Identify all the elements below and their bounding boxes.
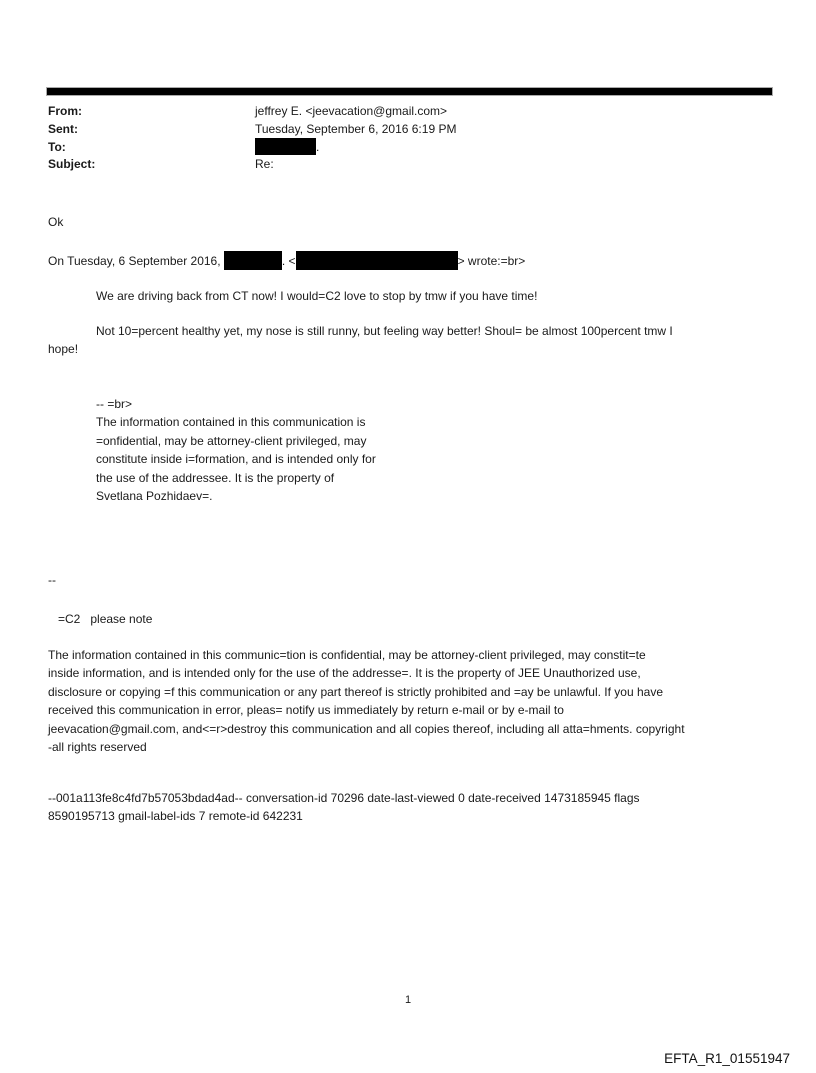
text-line: =onfidential, may be attorney-client privileged, may <box>96 433 367 448</box>
body-ok-line: Ok <box>48 215 64 229</box>
sent-label: Sent: <box>48 121 78 136</box>
text-line: 8590195713 gmail-label-ids 7 remote-id 642231 <box>48 809 303 824</box>
header-row-to <box>48 138 456 156</box>
to-suffix: . <box>316 140 320 155</box>
mime-metadata-footer <box>48 789 640 826</box>
bates-number: EFTA_R1_01551947 <box>664 1051 790 1066</box>
redaction-box-email <box>296 251 458 270</box>
redaction-box-name <box>224 251 282 270</box>
header-row-sent <box>48 121 456 139</box>
text-line: -- =br> <box>96 397 133 411</box>
quote-attribution-line <box>48 251 525 270</box>
please-note-line: =C2 please note <box>58 612 153 626</box>
attribution-suffix: > wrote:=br> <box>457 254 526 268</box>
page-number: 1 <box>404 994 412 1006</box>
to-label: To: <box>48 140 66 155</box>
confidentiality-disclaimer <box>48 646 685 756</box>
text-line: inside information, and is intended only for the use of the addresse=. It is the property of JEE Unauthorized use, <box>48 666 641 681</box>
header-row-subject <box>48 156 456 174</box>
text-line: The information contained in this communic=tion is confidential, may be attorney-client privileged, may constit=te <box>48 648 646 662</box>
from-value: jeffrey E. <jeevacation@gmail.com> <box>255 104 448 118</box>
divider-dashes: -- <box>48 573 56 587</box>
redaction-bar-top <box>46 87 773 96</box>
attribution-mid: . < <box>281 254 296 268</box>
redaction-box-to <box>255 138 316 155</box>
subject-label: Subject: <box>48 156 96 171</box>
text-line: disclosure or copying =f this communication or any part thereof is strictly prohibited and =ay be unlawful. If you have <box>48 684 663 699</box>
text-line: hope! <box>48 342 79 357</box>
signature-disclaimer-block <box>96 395 376 505</box>
text-line: jeevacation@gmail.com, and<=r>destroy this communication and all copies thereof, including all atta=hments. copyright <box>48 721 685 736</box>
attribution-prefix: On Tuesday, 6 September 2016, <box>48 254 224 268</box>
from-label: From: <box>48 104 82 118</box>
text-line: the use of the addressee. It is the property of <box>96 470 335 485</box>
quoted-paragraph-2 <box>48 322 673 359</box>
quoted-paragraph-1 <box>96 287 537 305</box>
text-line: --001a113fe8c4fd7b57053bdad4ad-- conversation-id 70296 date-last-viewed 0 date-received 1473185945 flags <box>48 791 640 805</box>
text-line: The information contained in this communication is <box>96 415 366 430</box>
sent-value: Tuesday, September 6, 2016 6:19 PM <box>255 121 457 136</box>
text-line: We are driving back from CT now! I would=C2 love to stop by tmw if you have time! <box>96 289 538 303</box>
subject-value: Re: <box>255 156 274 171</box>
header-row-from <box>48 103 456 121</box>
text-line: -all rights reserved <box>48 740 147 755</box>
text-line: Not 10=percent healthy yet, my nose is still runny, but feeling way better! Shoul= be almost 100percent tmw I <box>96 324 673 338</box>
email-header <box>48 103 456 173</box>
text-line: constitute inside i=formation, and is intended only for <box>96 452 376 467</box>
text-line: Svetlana Pozhidaev=. <box>96 489 213 504</box>
text-line: received this communication in error, pleas= notify us immediately by return e-mail or by e-mail to <box>48 703 564 718</box>
